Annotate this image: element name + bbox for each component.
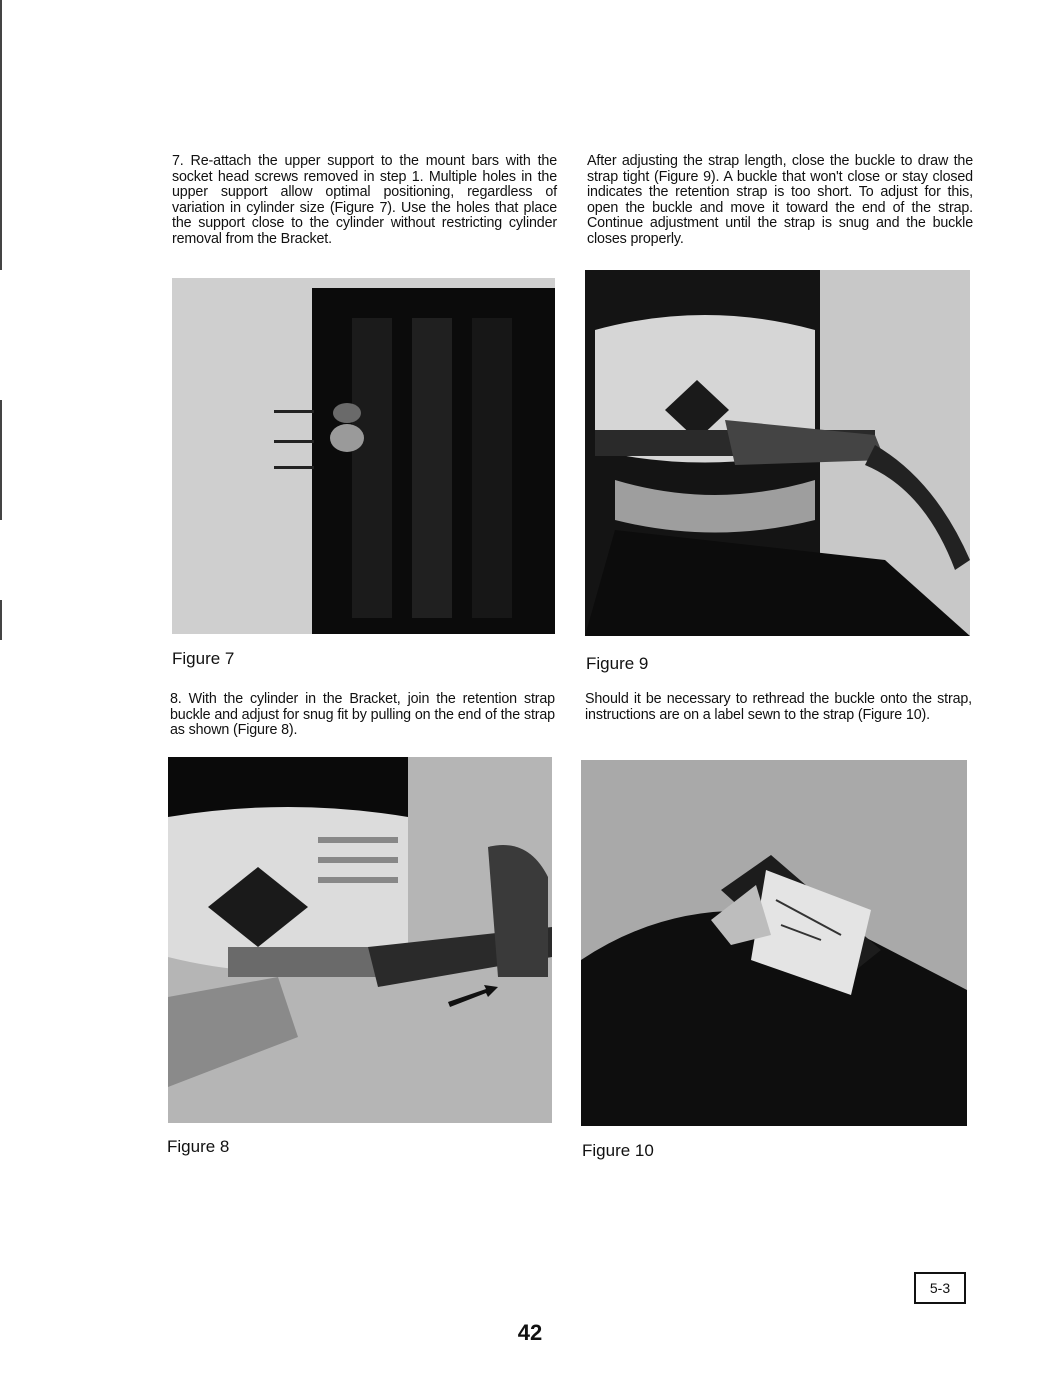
strap-adjustment-text: After adjusting the strap length, close the buckle to draw the strap tight (Figure 9). A buckle that won't close or stay closed indicates the retention strap is too short. To adjust for this, open the buckle and move it toward the end of the strap. Continue adjustment until the strap is snug and the buckle closes properly. <box>587 153 973 247</box>
figure-9-photo <box>585 270 970 636</box>
step-7-text: 7. Re-attach the upper support to the mount bars with the socket head screws removed in step 1. Multiple holes in the upper support allow optimal positioning, regardless of variation in cylinder size (Figure 7). Use the holes that place the support close to the cylinder without restricting cylinder removal from the Bracket. <box>172 153 557 247</box>
page-number: 42 <box>517 1320 543 1345</box>
figure-8-caption: Figure 8 <box>167 1137 230 1156</box>
step-8-text: 8. With the cylinder in the Bracket, join the retention strap buckle and adjust for snug fit by pulling on the end of the strap as shown (Figure 8). <box>170 691 555 739</box>
scan-edge-mark <box>0 600 2 640</box>
section-label-box: 5-3 <box>914 1272 966 1304</box>
figure-7-caption: Figure 7 <box>172 649 235 668</box>
figure-7-photo <box>172 278 555 634</box>
figure-10-photo <box>581 760 967 1126</box>
rethread-text: Should it be necessary to rethread the buckle onto the strap, instructions are on a label sewn to the strap (Figure 10). <box>585 691 972 723</box>
scan-edge-mark <box>0 0 2 270</box>
figure-8-photo <box>168 757 552 1123</box>
scan-edge-mark <box>0 400 2 520</box>
figure-9-caption: Figure 9 <box>586 654 649 673</box>
figure-10-caption: Figure 10 <box>582 1141 654 1160</box>
